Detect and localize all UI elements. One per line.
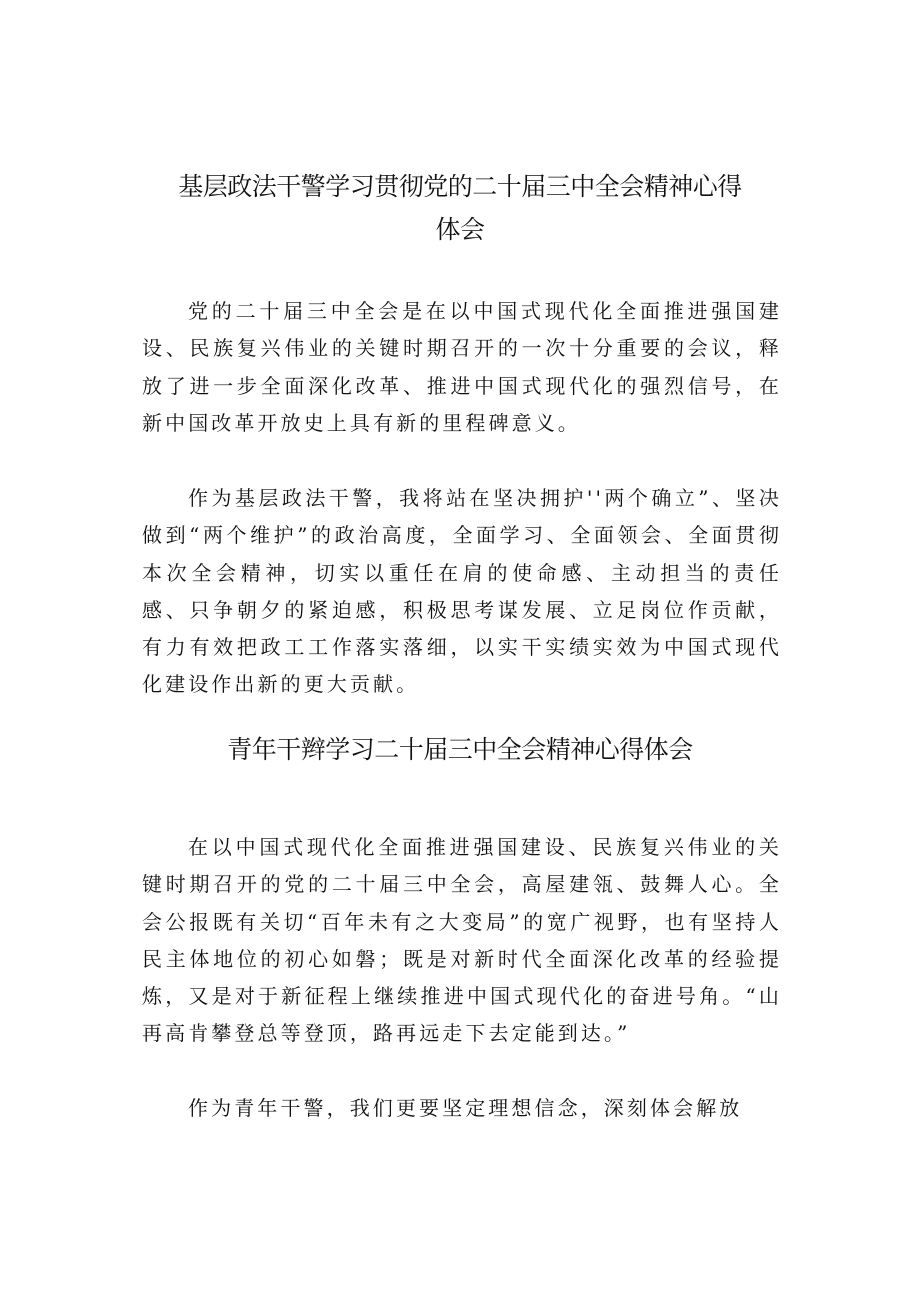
- section1-paragraph-2: 作为基层政法干警，我将站在坚决拥护''两个确立”、坚决做到“两个维护”的政治高度，全面学习、全面领会、全面贯彻本次全会精神，切实以重任在肩的使命感、主动担当的责任感、只争朝夕的紧迫感，积极思考谋发展、立足岗位作贡献，有力有效把政工工作落实落细，以实干实绩实效为中国式现代化建设作出新的更大贡献。: [142, 486, 782, 697]
- section1-title-line1: 基层政法干警学习贯彻党的二十届三中全会精神心得: [178, 172, 742, 201]
- section2-paragraph-1: 在以中国式现代化全面推进强国建设、民族复兴伟业的关键时期召开的党的二十届三中全会，高屋建瓴、鼓舞人心。全会公报既有关切“百年未有之大变局”的宽广视野，也有坚持人民主体地位的初心如磐；既是对新时代全面深化改革的经验提炼，又是对于新征程上继续推进中国式现代化的奋进号角。“山再高肯攀登总等登顶，路再远走下去定能到达。”: [142, 835, 782, 1046]
- section1-title-line2: 体会: [435, 215, 485, 244]
- section2-paragraph-2: 作为青年干警，我们更要坚定理想信念，深刻体会解放: [188, 1096, 743, 1120]
- section1-title: [130, 165, 790, 251]
- section1-paragraph-1: 党的二十届三中全会是在以中国式现代化全面推进强国建设、民族复兴伟业的关键时期召开的一次十分重要的会议，释放了进一步全面深化改革、推进中国式现代化的强烈信号，在新中国改革开放史上具有新的里程碑意义。: [142, 299, 782, 435]
- section2-title-text: 青年干辫学习二十届三中全会精神心得体会: [227, 735, 693, 764]
- section2-title: [130, 728, 790, 771]
